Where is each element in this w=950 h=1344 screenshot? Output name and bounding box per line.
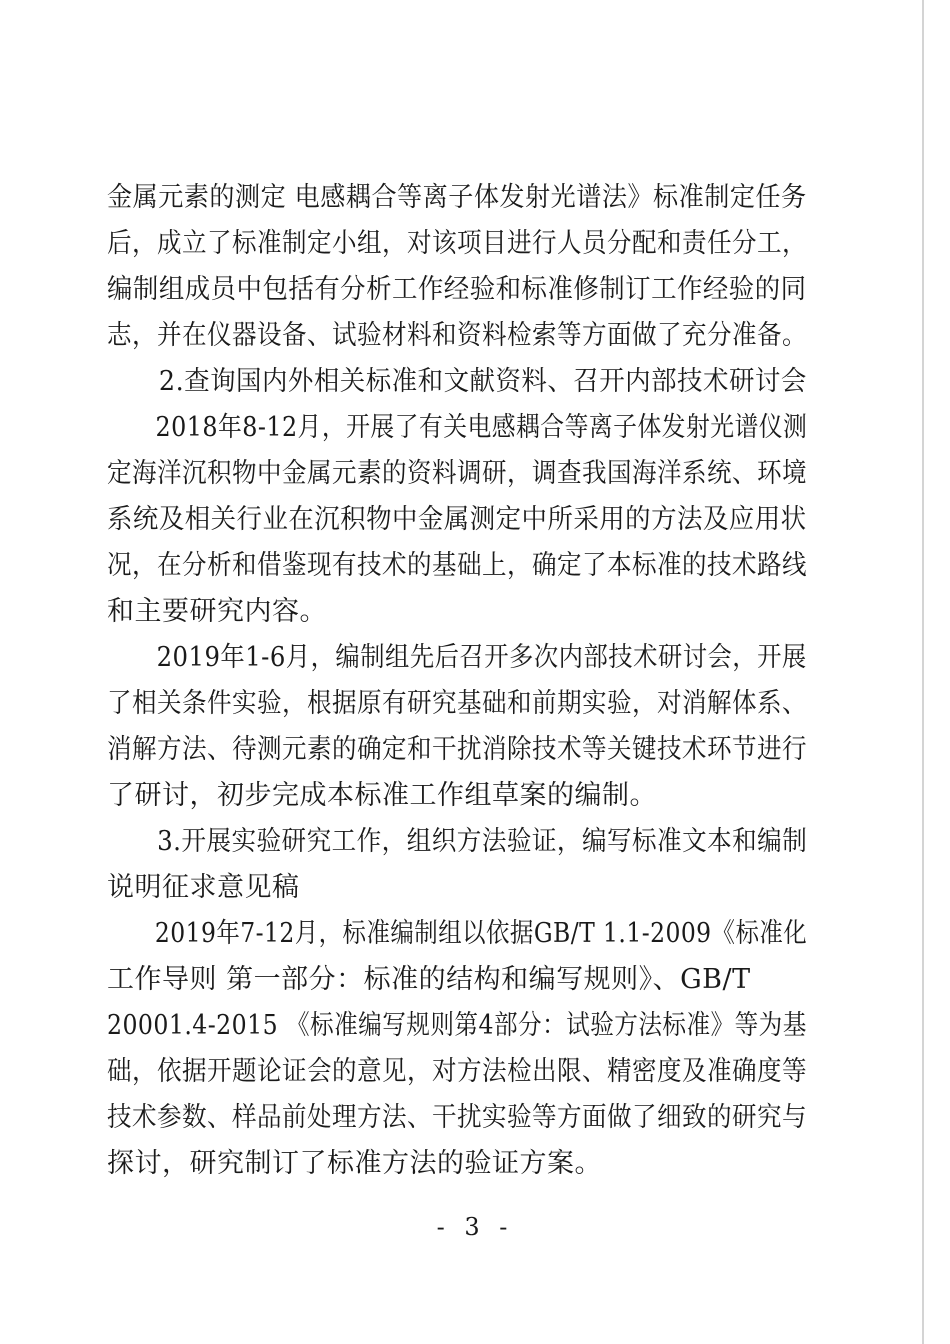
- section-heading-3: 3.开展实验研究工作，组织方法验证，编写标准文本和编制: [107, 826, 808, 857]
- body-line: 了研讨，初步完成本标准工作组草案的编制。: [107, 780, 657, 811]
- body-line: 定海洋沉积物中金属元素的资料调研，调查我国海洋系统、环境: [107, 458, 807, 489]
- body-line: 2018年8-12月，开展了有关电感耦合等离子体发射光谱仪测: [107, 412, 808, 443]
- body-line: 础，依据开题论证会的意见，对方法检出限、精密度及准确度等: [107, 1056, 807, 1087]
- body-line: 后，成立了标准制定小组，对该项目进行人员分配和责任分工，: [107, 228, 807, 259]
- body-line: 了相关条件实验，根据原有研究基础和前期实验，对消解体系、: [107, 688, 807, 719]
- body-line: 2019年1-6月，编制组先后召开多次内部技术研讨会，开展: [107, 642, 807, 673]
- body-line: 志，并在仪器设备、试验材料和资料检索等方面做了充分准备。: [107, 320, 807, 351]
- body-line: 和主要研究内容。: [107, 596, 327, 627]
- body-line: 系统及相关行业在沉积物中金属测定中所采用的方法及应用状: [107, 504, 807, 535]
- page-number: - 3 -: [436, 1213, 514, 1241]
- section-heading-2: 2.查询国内外相关标准和文献资料、召开内部技术研讨会: [107, 366, 807, 397]
- body-line: 况，在分析和借鉴现有技术的基础上，确定了本标准的技术路线: [107, 550, 807, 581]
- page-edge-line: [922, 0, 924, 1344]
- body-line: 2019年7-12月，标准编制组以依据GB/T 1.1-2009《标准化: [107, 918, 808, 949]
- body-line: 金属元素的测定 电感耦合等离子体发射光谱法》标准制定任务: [107, 182, 807, 213]
- section-heading-3-cont: 说明征求意见稿: [107, 872, 300, 903]
- body-line: 技术参数、样品前处理方法、干扰实验等方面做了细致的研究与: [107, 1102, 807, 1133]
- body-line: 探讨，研究制订了标准方法的验证方案。: [107, 1148, 602, 1179]
- body-line: 工作导则 第一部分：标准的结构和编写规则》、GB/T: [107, 964, 751, 995]
- body-line: 编制组成员中包括有分析工作经验和标准修制订工作经验的同: [107, 274, 807, 305]
- body-line: 消解方法、待测元素的确定和干扰消除技术等关键技术环节进行: [107, 734, 807, 765]
- body-line: 20001.4-2015 《标准编写规则第4部分：试验方法标准》等为基: [107, 1010, 807, 1041]
